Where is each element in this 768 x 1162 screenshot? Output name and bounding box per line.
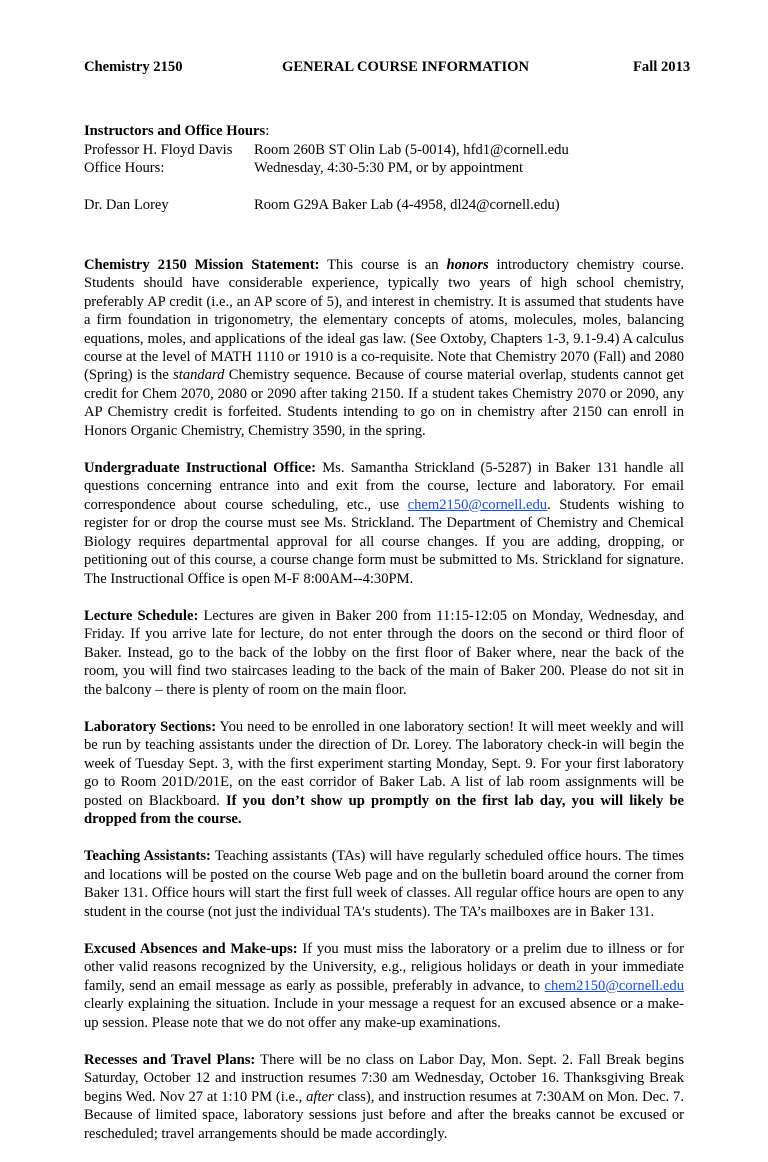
lecture-text: Lectures are given in Baker 200 from 11:15-12:05 on Monday, Wednesday, and Friday. If you arrive late for lecture, do not enter through the doors on the second or third floor of Baker. Instead, go to the back of the lobby on the first floor of Baker where, near the back of the room, you will find two staircases leading to the back of the main of Baker 200. Please do not sit in the balcony – there is plenty of room on the main floor. — [84, 607, 684, 698]
course-email-link[interactable]: chem2150@cornell.edu — [544, 977, 684, 994]
absences-text: clearly explaining the situation. Include in your message a request for an excused absence or a make-up session. Please note that we do not offer any make-up examinations. — [84, 996, 684, 1031]
document-title: GENERAL COURSE INFORMATION — [282, 59, 530, 75]
course-number: Chemistry 2150 — [84, 59, 183, 75]
mission-paragraph — [84, 256, 684, 440]
mission-text: introductory chemistry course. Students should have considerable experience, typically two years of high school chemistry, preferably AP credit (i.e., an AP score of 5), and interest in chemistry. It is assumed that students have a firm foundation in trigonometry, the elementary concepts of atoms, molecules, moles, balancing equations, moles, and applications of the ideal gas law. (See Oxtoby, Chapters 1-3, 9.1-9.4) A calculus course at the level of MATH 1110 or 1910 is a co-requisite. Note that Chemistry 2070 (Fall) and 2080 (Spring) is the — [84, 257, 684, 384]
recess-emphasis: after — [306, 1088, 334, 1105]
absences-heading: Excused Absences and Make-ups: — [84, 941, 298, 957]
lecture-heading: Lecture Schedule: — [84, 607, 199, 624]
office-hours-label: Office Hours: — [84, 160, 165, 176]
recess-text: class), and instruction resumes at 7:30AM on Mon. Dec. 7. Because of limited space, laboratory sessions just before and after the breaks cannot be excused or rescheduled; travel arrangements should be made accordingly. — [84, 1088, 684, 1142]
office-text: Ms. Samantha Strickland (5-5287) in Baker 131 handle all questions concerning entrance into and exit from the course, lecture and laboratory. For email correspondence about course scheduling, etc., use — [84, 460, 684, 513]
course-email-link[interactable]: chem2150@cornell.edu — [407, 496, 548, 513]
semester: Fall 2013 — [633, 59, 691, 75]
instructor-row — [84, 141, 684, 160]
ta-paragraph — [84, 847, 684, 921]
instructor-name: Dr. Dan Lorey — [84, 196, 169, 213]
instructors-title-row — [84, 122, 684, 141]
mission-emphasis: standard — [173, 367, 225, 384]
recess-text: There will be no class on Labor Day, Mon. Sept. 2. Fall Break begins Saturday, October 12 and instruction resumes 7:30 am Wednesday, October 16. Thanksgiving Break begins Wed. Nov 27 at 1:10 PM (i.e., — [84, 1052, 685, 1105]
recess-paragraph — [84, 1051, 684, 1143]
mission-text: This course is an — [319, 257, 447, 273]
mission-heading: Chemistry 2150 Mission Statement: — [84, 257, 320, 273]
lab-paragraph — [84, 718, 684, 828]
course-sections — [84, 256, 684, 1162]
instructor-row — [84, 159, 684, 178]
lab-warning: If you don’t show up promptly on the first lab day, you will likely be dropped from the course. — [84, 792, 685, 827]
instructors-section — [84, 122, 684, 214]
lab-heading: Laboratory Sections: — [84, 718, 217, 735]
lecture-paragraph — [84, 607, 684, 699]
office-heading: Undergraduate Instructional Office: — [84, 460, 317, 477]
instructor-row — [84, 196, 684, 215]
ta-text: Teaching assistants (TAs) will have regularly scheduled office hours. The times and locations will be posted on the course Web page and on the bulletin board around the corner from Baker 131. Office hours will start the first full week of classes. All regular office hours are open to any student in the course (not just the individual TA's students). The TA’s mailboxes are in Baker 131. — [84, 848, 684, 920]
mission-text: Chemistry sequence. Because of course material overlap, students cannot get credit for Chem 2070, 2080 or 2090 after taking 2150. If a student takes Chemistry 2070 or 2090, any AP Chemistry credit is forfeited. Students intending to go on in chemistry after 2150 can enroll in Honors Organic Chemistry, Chemistry 3590, in the spring. — [84, 367, 684, 439]
instructors-title: Instructors and Office Hours — [84, 123, 266, 139]
office-text: . Students wishing to register for or drop the course must see Ms. Strickland. The Department of Chemistry and Chemical Biology requires departmental approval for all course changes. If you are adding, dropping, or petitioning out of this course, a course change form must be submitted to Ms. Strickland for signature. The Instructional Office is open M-F 8:00AM--4:30PM. — [84, 496, 684, 587]
mission-emphasis: honors — [446, 257, 489, 273]
instructor-name: Professor H. Floyd Davis — [84, 141, 233, 158]
lab-text: You need to be enrolled in one laboratory section! It will meet weekly and will be run by teaching assistants under the direction of Dr. Lorey. The laboratory check-in will begin the week of Tuesday Sept. 3, with the first experiment starting Monday, Sept. 9. For your first laboratory go to Room 201D/201E, on the east corridor of Baker Lab. A list of lab room assignments will be posted on Blackboard. — [84, 718, 684, 809]
instructor-contact: Room G29A Baker Lab (4-4958, dl24@cornell.edu) — [254, 196, 560, 213]
instructors-title-colon: : — [265, 123, 270, 139]
absences-paragraph — [84, 940, 684, 1032]
instructor-contact: Room 260B ST Olin Lab (5-0014), hfd1@cornell.edu — [254, 141, 569, 158]
absences-text: If you must miss the laboratory or a prelim due to illness or for other valid reasons recognized by the University, e.g., religious holidays or death in your immediate family, send an email message as early as possible, preferably in advance, to — [84, 941, 684, 994]
spacer — [84, 178, 684, 196]
office-hours-value: Wednesday, 4:30-5:30 PM, or by appointment — [254, 160, 524, 176]
recess-heading: Recesses and Travel Plans: — [84, 1052, 256, 1069]
ta-heading: Teaching Assistants: — [84, 848, 211, 865]
instructors-title-wrap — [84, 122, 269, 141]
office-paragraph — [84, 459, 684, 588]
